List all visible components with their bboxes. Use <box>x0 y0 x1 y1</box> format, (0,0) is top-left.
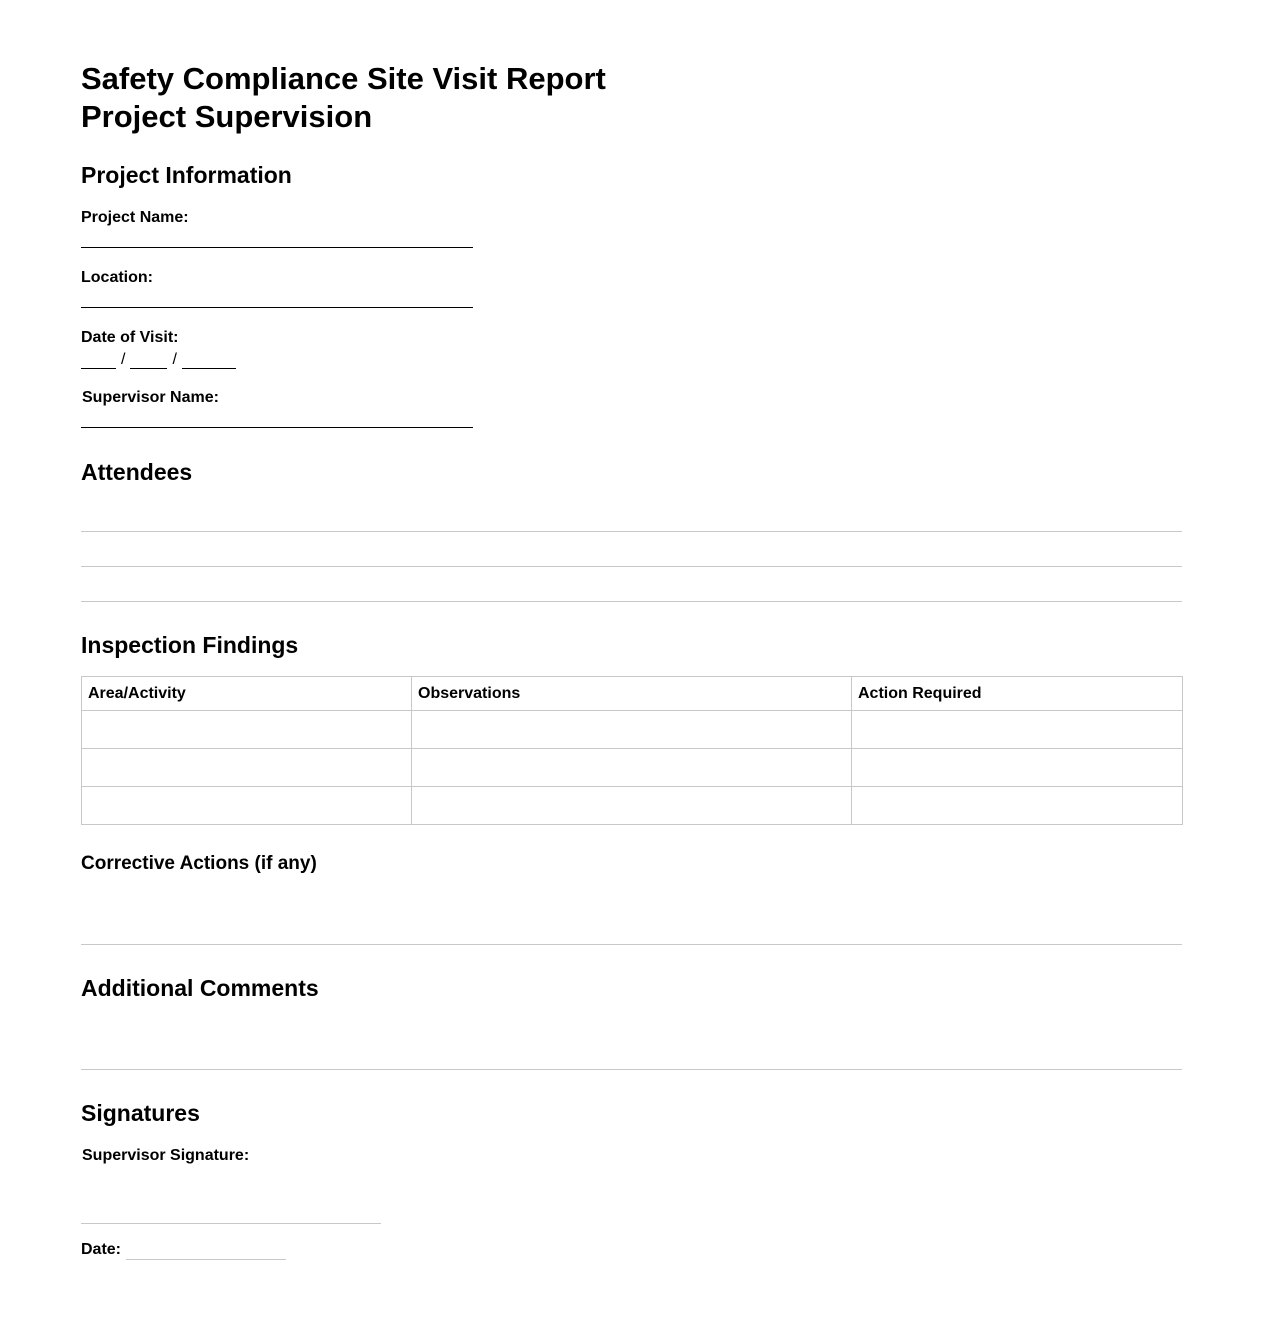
signatures-heading: Signatures <box>81 1100 200 1126</box>
table-row <box>82 749 1183 787</box>
table-cell[interactable] <box>82 787 412 825</box>
column-header-observations: Observations <box>412 677 852 711</box>
table-header-row <box>82 677 1183 711</box>
corrective-actions-field[interactable] <box>81 944 1182 945</box>
date-separator: / <box>121 351 126 368</box>
project-name-field[interactable] <box>81 247 473 248</box>
title-line-2: Project Supervision <box>81 99 373 134</box>
attendee-line[interactable] <box>81 566 1182 567</box>
date-separator: / <box>172 351 177 368</box>
inspection-findings-heading: Inspection Findings <box>81 632 299 658</box>
table-cell[interactable] <box>852 749 1183 787</box>
report-title <box>81 60 606 136</box>
location-label: Location: <box>81 269 153 286</box>
inspection-findings-table <box>81 676 1183 825</box>
supervisor-signature-label: Supervisor Signature: <box>82 1147 250 1164</box>
table-cell[interactable] <box>852 711 1183 749</box>
table-cell[interactable] <box>852 787 1183 825</box>
column-header-area-activity: Area/Activity <box>82 677 412 711</box>
corrective-actions-heading: Corrective Actions (if any) <box>81 853 317 874</box>
additional-comments-heading: Additional Comments <box>81 975 319 1001</box>
column-header-action-required: Action Required <box>852 677 1183 711</box>
supervisor-signature-field[interactable] <box>81 1223 381 1224</box>
table-row <box>82 711 1183 749</box>
table-cell[interactable] <box>412 749 852 787</box>
supervisor-name-field[interactable] <box>81 427 473 428</box>
supervisor-name-label: Supervisor Name: <box>82 389 219 406</box>
additional-comments-field[interactable] <box>81 1069 1182 1070</box>
signature-date-row <box>81 1237 286 1260</box>
attendee-line[interactable] <box>81 601 1182 602</box>
date-year-blank[interactable] <box>182 351 236 369</box>
project-name-label: Project Name: <box>81 209 189 226</box>
attendee-line[interactable] <box>81 531 1182 532</box>
title-line-1: Safety Compliance Site Visit Report <box>81 61 606 96</box>
table-cell[interactable] <box>412 787 852 825</box>
table-cell[interactable] <box>412 711 852 749</box>
table-cell[interactable] <box>82 711 412 749</box>
project-information-heading: Project Information <box>81 162 292 188</box>
signature-date-label: Date: <box>81 1241 122 1258</box>
location-field[interactable] <box>81 307 473 308</box>
date-of-visit-label: Date of Visit: <box>81 329 179 346</box>
table-row <box>82 787 1183 825</box>
signature-date-field[interactable] <box>126 1237 286 1260</box>
date-day-blank[interactable] <box>130 351 167 369</box>
date-month-blank[interactable] <box>81 351 116 369</box>
date-of-visit-field <box>81 351 236 369</box>
attendees-heading: Attendees <box>81 459 193 485</box>
table-cell[interactable] <box>82 749 412 787</box>
